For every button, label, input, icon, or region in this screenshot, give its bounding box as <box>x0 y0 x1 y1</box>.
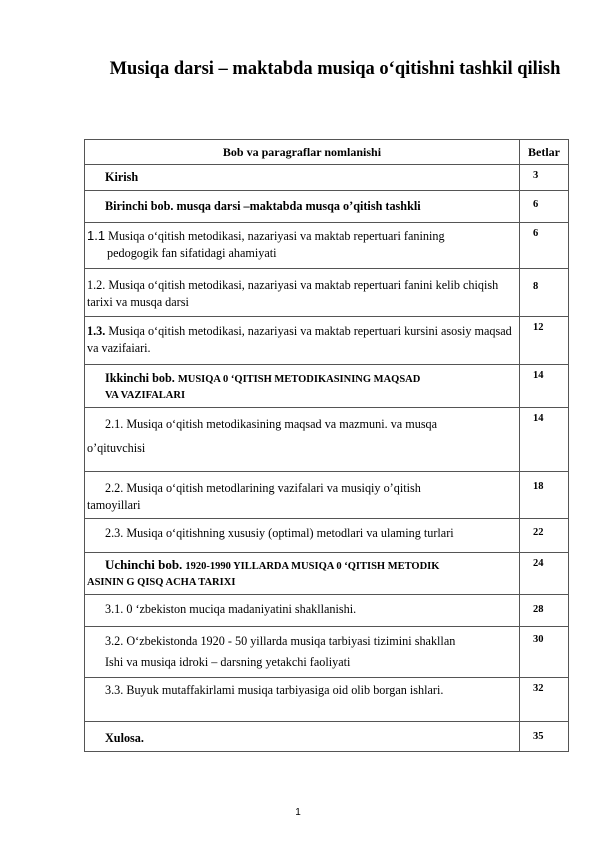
toc-page: 30 <box>520 627 569 678</box>
toc-entry: 3.2. O‘zbekistonda 1920 - 50 yillarda musiqa tarbiyasi tizimini shakllan <box>105 634 456 648</box>
table-of-contents <box>84 139 569 752</box>
table-row <box>85 678 569 722</box>
toc-page: 28 <box>520 595 569 627</box>
toc-entry: 3.1. 0 ‘zbekiston muciqa madaniyatini shakllanishi. <box>105 602 357 616</box>
toc-entry: Musiqa o‘qitish metodikasi, nazariyasi va maktab repertuari fanining <box>108 229 445 243</box>
toc-entry-cont: Ishi va musiqa idroki – darsning yetakchi faoliyati <box>105 655 351 669</box>
toc-header-page: Betlar <box>520 140 569 165</box>
toc-entry-cont: pedogogik fan sifatidagi ahamiyati <box>107 246 277 260</box>
toc-entry-lead: Ikkinchi bob. <box>105 371 175 385</box>
toc-header-row <box>85 140 569 165</box>
page-number: 1 <box>295 807 301 818</box>
toc-entry-cont: tamoyillari <box>87 498 141 512</box>
toc-entry-cont: o’qituvchisi <box>87 441 146 455</box>
toc-entry: 2.2. Musiqa o‘qitish metodlarining vazifalari va musiqiy o’qitish <box>105 481 421 495</box>
toc-entry: 1.2. Musiqa o‘qitish metodikasi, nazariyasi va maktab repertuari fanini kelib chiqish tarixi va musqa darsi <box>87 278 499 309</box>
table-row <box>85 722 569 752</box>
toc-entry-cont: ASININ G QISQ ACHA TARIXI <box>87 577 236 588</box>
toc-page: 24 <box>520 553 569 595</box>
toc-page: 35 <box>520 722 569 752</box>
toc-entry: Musiqa o‘qitish metodikasi, nazariyasi va maktab repertuari kursini asosiy maqsad va vazifaiari. <box>87 324 512 355</box>
toc-entry-number: 1.3. <box>87 324 106 338</box>
table-row <box>85 595 569 627</box>
toc-entry: 2.3. Musiqa o‘qitishning xususiy (optimal) metodlari va ulaming turlari <box>105 526 454 540</box>
toc-page: 32 <box>520 678 569 722</box>
toc-entry-lead: Uchinchi bob. <box>105 557 183 572</box>
toc-entry: Kirish <box>105 170 139 184</box>
toc-page: 14 <box>520 365 569 408</box>
toc-entry: Birinchi bob. musqa darsi –maktabda musqa o’qitish tashkli <box>105 199 421 213</box>
toc-page: 14 <box>520 408 569 472</box>
table-row <box>85 269 569 317</box>
table-row <box>85 627 569 678</box>
table-row <box>85 223 569 269</box>
table-row <box>85 408 569 472</box>
toc-page: 3 <box>520 165 569 191</box>
table-row <box>85 365 569 408</box>
toc-entry: 3.3. Buyuk mutaffakirlami musiqa tarbiyasiga oid olib borgan ishlari. <box>105 683 444 697</box>
toc-page: 18 <box>520 472 569 519</box>
table-row <box>85 165 569 191</box>
table-row <box>85 317 569 365</box>
toc-entry: 1920-1990 YILLARDA MUSIQA 0 ‘QITISH METODIK <box>185 561 440 572</box>
toc-entry: MUSIQA 0 ‘QITISH METODIKASINING MAQSAD <box>177 374 421 385</box>
document-title: Musiqa darsi – maktabda musiqa o‘qitishni tashkil qilish <box>109 59 561 79</box>
table-row <box>85 191 569 223</box>
toc-page: 22 <box>520 519 569 553</box>
table-row <box>85 519 569 553</box>
toc-entry-number: 1.1 <box>87 228 106 243</box>
toc-header-name: Bob va paragraflar nomlanishi <box>85 140 520 165</box>
toc-page: 12 <box>520 317 569 365</box>
toc-page: 6 <box>520 223 569 269</box>
table-row <box>85 553 569 595</box>
table-row <box>85 472 569 519</box>
toc-page: 8 <box>520 269 569 317</box>
toc-entry-cont: VA VAZIFALARI <box>105 390 186 401</box>
toc-entry: 2.1. Musiqa o‘qitish metodikasining maqsad va mazmuni. va musqa <box>105 417 438 431</box>
toc-entry: Xulosa. <box>105 731 144 745</box>
toc-page: 6 <box>520 191 569 223</box>
